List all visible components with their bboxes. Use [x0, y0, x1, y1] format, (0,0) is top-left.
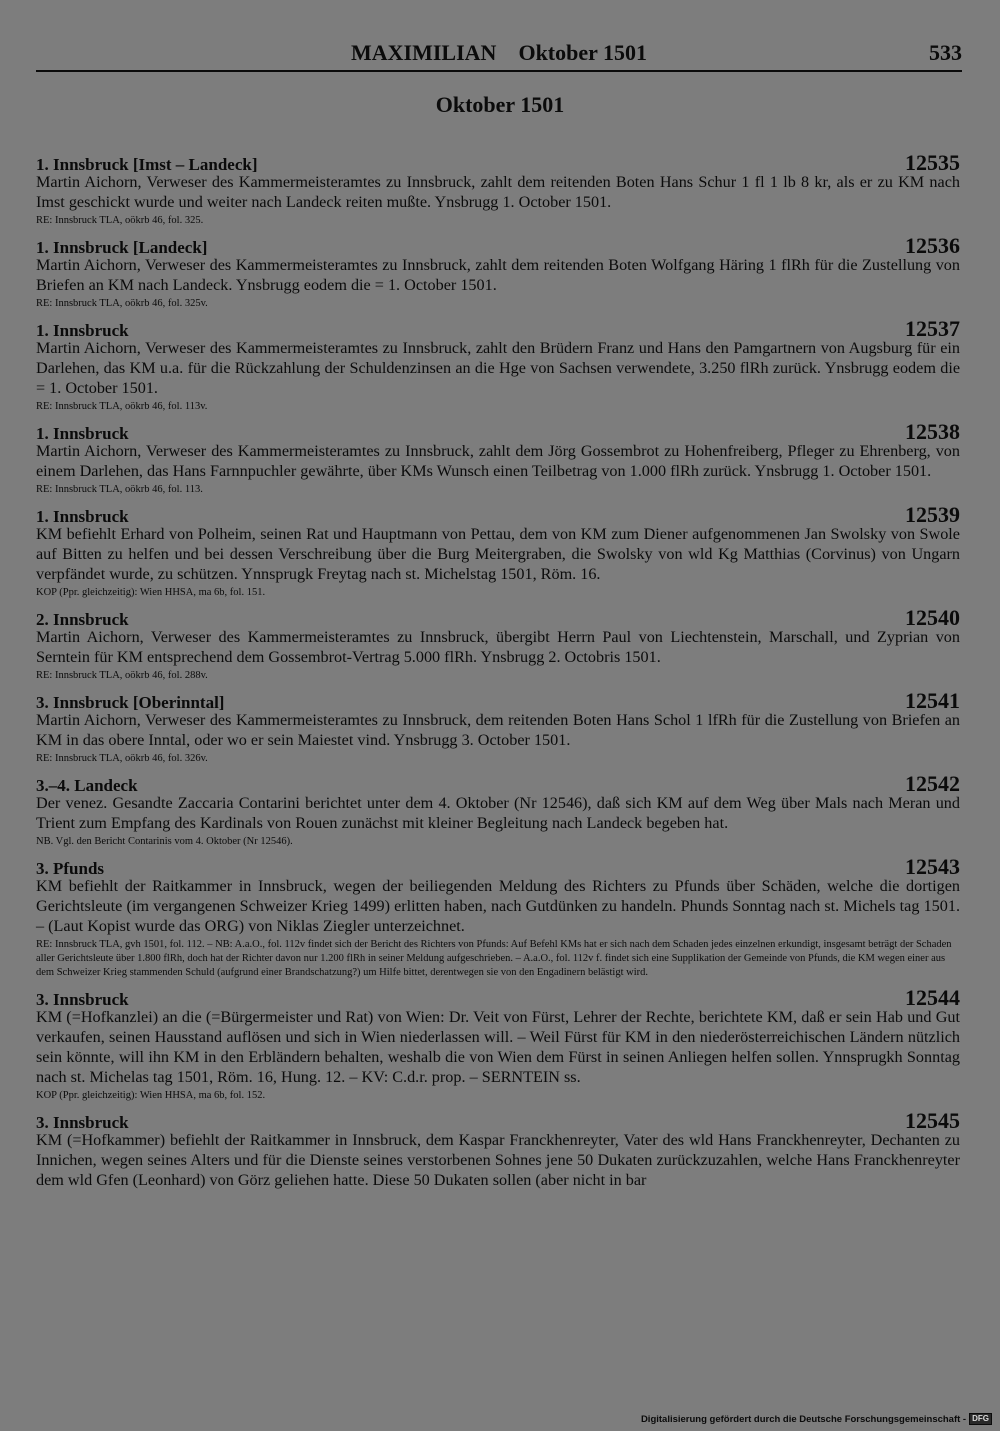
- entry-heading: [36, 502, 960, 527]
- entry: [36, 985, 960, 1103]
- entry-number: 12537: [905, 316, 960, 341]
- entry: [36, 1108, 960, 1190]
- entry: [36, 419, 960, 497]
- entry-number: 12542: [905, 771, 960, 796]
- running-head-date: Oktober 1501: [518, 40, 647, 65]
- footer-text: Digitalisierung gefördert durch die Deutsche Forschungsgemeinschaft -: [640, 1413, 967, 1425]
- entry-number: 12536: [905, 233, 960, 258]
- entry-place: 1. Innsbruck [Imst – Landeck]: [36, 155, 258, 174]
- entry-heading: [36, 419, 960, 444]
- entry-heading: [36, 150, 960, 175]
- entry-heading: [36, 605, 960, 630]
- entry-place: 3.–4. Landeck: [36, 776, 138, 795]
- entry-reference: RE: Innsbruck TLA, oökrb 46, fol. 326v.: [36, 753, 208, 764]
- entry-heading: [36, 985, 960, 1010]
- entry-text: KM befiehlt Erhard von Polheim, seinen Rat und Hauptmann von Pettau, dem von KM zum Diener aufgenommenen Jan Swolsky von Swole auf Bitten zu helfen und bei dessen Verschreibung über die Burg Meitergraben, die Swolsky von wld Kg Matthias (Corvinus) von Ungarn verpfändet wurde, zu schützen. Ynnsprugk Freytag nach st. Michelstag 1501, Röm. 16.: [36, 525, 960, 583]
- entry-heading: [36, 688, 960, 713]
- entry: [36, 605, 960, 683]
- entry-place: 3. Innsbruck [Oberinntal]: [36, 693, 225, 712]
- page-number: 533: [929, 40, 962, 65]
- entry-heading: [36, 771, 960, 796]
- entry: [36, 316, 960, 414]
- entry-place: 3. Innsbruck: [36, 990, 129, 1009]
- entry-reference: RE: Innsbruck TLA, oökrb 46, fol. 113v.: [36, 401, 208, 412]
- footer-credit: [641, 1413, 992, 1425]
- dfg-logo: DFG: [969, 1413, 992, 1425]
- entry-place: 1. Innsbruck: [36, 321, 129, 340]
- entry-text: Martin Aichorn, Verweser des Kammermeisteramtes zu Innsbruck, zahlt dem Jörg Gossembrot zu Hohenfreiberg, Pfleger zu Ehrenberg, von einem Darlehen, das Hans Farnnpuchler gewährte, über KMs Wunsch einen Teilbetrag von 1.000 flRh zurück. Ynsbrugg 1. October 1501.: [36, 442, 960, 480]
- section-title: Oktober 1501: [435, 92, 565, 117]
- entry: [36, 233, 960, 311]
- entry-place: 3. Innsbruck: [36, 1113, 129, 1132]
- entry: [36, 688, 960, 766]
- entry-text: KM (=Hofkanzlei) an die (=Bürgermeister und Rat) von Wien: Dr. Veit von Fürst, Lehrer der Rechte, berichtete KM, daß er sein Hab und Gut verkaufen, seinen Hausstand auflösen und sich in Wien niederlassen will. – Weil Fürst für KM in den niederösterreichischen Ländern nützlich sein könnte, will ihn KM in den Erbländern behalten, weshalb die von Wien dem Fürst in seinen Anliegen helfen sollen. Ynnsprugkh Sonntag nach st. Michelas tag 1501, Röm. 16, Hung. 12. – KV: C.d.r. prop. – SERNTEIN ss.: [36, 1008, 960, 1086]
- entry-heading: [36, 1108, 960, 1133]
- entry-reference: KOP (Ppr. gleichzeitig): Wien HHSA, ma 6b, fol. 151.: [36, 587, 266, 598]
- running-header: [36, 40, 962, 72]
- entry-heading: [36, 854, 960, 879]
- entry-number: 12540: [905, 605, 960, 630]
- entry-text: Martin Aichorn, Verweser des Kammermeisteramtes zu Innsbruck, zahlt dem reitenden Boten Wolfgang Häring 1 flRh für die Zustellung von Briefen an KM nach Landeck. Ynsbrugg eodem die = 1. October 1501.: [36, 256, 960, 294]
- entry-place: 3. Pfunds: [36, 859, 105, 878]
- entry-reference: RE: Innsbruck TLA, oökrb 46, fol. 113.: [36, 484, 203, 495]
- entry-reference: RE: Innsbruck TLA, oökrb 46, fol. 325v.: [36, 298, 208, 309]
- entry-place: 1. Innsbruck: [36, 507, 129, 526]
- entry-number: 12535: [905, 150, 960, 175]
- entries-list: [36, 150, 960, 1195]
- entry-reference: RE: Innsbruck TLA, gvh 1501, fol. 112. – NB: A.a.O., fol. 112v findet sich der Bericht des Richters von Pfunds: Auf Befehl KMs hat er sich nach dem Schaden jedes einzelnen erkundigt, insgesamt beträgt der Schaden aller Gerichtsleute über 1.800 flRh, doch hat der Richter davon nur 1.200 flRh in seiner Meldung aufgeschrieben. – A.a.O., fol. 112v f. findet sich eine Supplikation der Gemeinde von Pfunds, die KM wegen einer aus dem Schweizer Krieg stammenden Schuld (aufgrund einer Brandschatzung?) um Hilfe bittet, derentwegen sie von den Engadinern belästigt wird.: [36, 939, 952, 978]
- entry-text: Martin Aichorn, Verweser des Kammermeisteramtes zu Innsbruck, übergibt Herrn Paul von Liechtenstein, Marschall, und Zyprian von Serntein für KM entsprechend dem Gossembrot-Vertrag 5.000 flRh. Ynsbrugg 2. Octobris 1501.: [36, 628, 960, 666]
- entry: [36, 771, 960, 849]
- entry-number: 12539: [905, 502, 960, 527]
- entry: [36, 150, 960, 228]
- entry-text: KM befiehlt der Raitkammer in Innsbruck, wegen der beiliegenden Meldung des Richters zu Pfunds über Schäden, welche die dortigen Gerichtsleute (im vergangenen Schweizer Krieg 1499) erlitten haben, nach Gutdünken zu handeln. Phunds Sonntag nach st. Michels tag 1501. – (Laut Kopist wurde das ORG) von Niklas Ziegler unterzeichnet.: [36, 877, 960, 935]
- entry-reference: NB. Vgl. den Bericht Contarinis vom 4. Oktober (Nr 12546).: [36, 836, 293, 847]
- entry: [36, 502, 960, 600]
- entry-heading: [36, 316, 960, 341]
- entry-reference: RE: Innsbruck TLA, oökrb 46, fol. 325.: [36, 215, 204, 226]
- entry-number: 12543: [905, 854, 960, 879]
- entry-text: Der venez. Gesandte Zaccaria Contarini berichtet unter dem 4. Oktober (Nr 12546), daß sich KM auf dem Weg über Mals nach Meran und Trient zum Empfang des Kardinals von Rouen zunächst mit kleiner Begleitung nach Landeck begeben hat.: [36, 794, 960, 832]
- entry: [36, 854, 960, 980]
- entry-number: 12541: [905, 688, 960, 713]
- entry-text: KM (=Hofkammer) befiehlt der Raitkammer in Innsbruck, dem Kaspar Franckhenreyter, Vater des wld Hans Franckhenreyter, Dechanten zu Innichen, wegen seines Alters und für die Dienste seines verstorbenen Sohnes jene 50 Dukaten zurückzuzahlen, welche Hans Franckhenreyter dem wld Gfen (Leonhard) von Görz geliehen hatte. Diese 50 Dukaten sollen (aber nicht in bar: [36, 1131, 960, 1189]
- entry-reference: KOP (Ppr. gleichzeitig): Wien HHSA, ma 6b, fol. 152.: [36, 1090, 266, 1101]
- entry-number: 12544: [905, 985, 960, 1010]
- running-head-name: MAXIMILIAN: [351, 40, 497, 65]
- entry-heading: [36, 233, 960, 258]
- entry-place: 1. Innsbruck [Landeck]: [36, 238, 208, 257]
- entry-number: 12545: [905, 1108, 960, 1133]
- entry-text: Martin Aichorn, Verweser des Kammermeisteramtes zu Innsbruck, zahlt dem reitenden Boten Hans Schur 1 fl 1 lb 8 kr, als er zu KM nach Imst geschickt wurde und weiter nach Landeck reiten mußte. Ynsbrugg 1. October 1501.: [36, 173, 960, 211]
- entry-text: Martin Aichorn, Verweser des Kammermeisteramtes zu Innsbruck, dem reitenden Boten Hans Schol 1 lfRh für die Zustellung von Briefen an KM in das obere Inntal, oder wo er sein Maiestet vind. Ynsbrugg 3. October 1501.: [36, 711, 960, 749]
- running-head-title: [36, 40, 962, 66]
- entry-place: 2. Innsbruck: [36, 610, 129, 629]
- entry-place: 1. Innsbruck: [36, 424, 129, 443]
- entry-text: Martin Aichorn, Verweser des Kammermeisteramtes zu Innsbruck, zahlt den Brüdern Franz und Hans den Pamgartnern von Augsburg für ein Darlehen, das KM u.a. für die Rückzahlung der Schuldenzinsen an die Hge von Sachsen verwendete, 3.250 flRh zurück. Ynsbrugg eodem die = 1. October 1501.: [36, 339, 960, 397]
- entry-reference: RE: Innsbruck TLA, oökrb 46, fol. 288v.: [36, 670, 208, 681]
- entry-number: 12538: [905, 419, 960, 444]
